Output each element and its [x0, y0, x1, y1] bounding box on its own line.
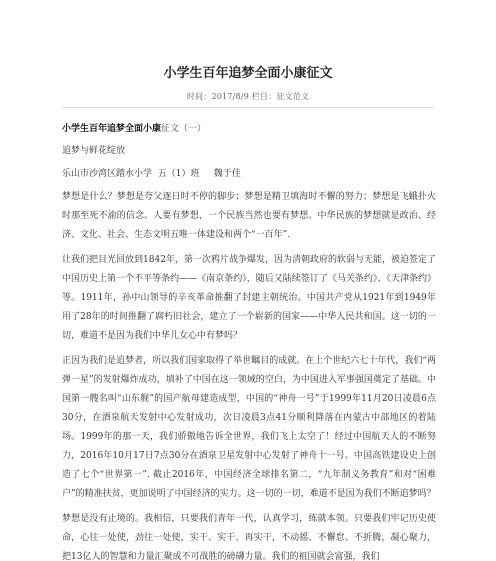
paragraph-4: 梦想是没有止境的。我相信，只要我们青年一代，认真学习，练就本领。只要我们牢记历史使命，心往一处使，劲往一处使，实干、实干、再实干，不动摇、不懈怠、不折腾，凝心聚力，把13亿人的智慧和力量汇聚成不可战胜的磅礴力量。我们的祖国就会富强，我们 [62, 514, 436, 561]
paragraph-3: 正因为我们是追梦者，所以我们国家取得了举世瞩目的成就。在上个世纪六七十年代，我们“两弹一星”的发射爆炸成功，填补了中国在这一领域的空白，为中国进入军事强国奠定了基础。中国第一艘名叫“山东舰”的国产航母建造成型，中国的“神舟一号”于1999年11月20日凌晨6点30分，在酒泉航天发射中心发射成功，次日凌晨3点41分顺利降落在内蒙古中部地区的着陆场。1999年的那一天，我们骄傲地告诉全世界，我们飞上太空了！经过中国航天人的不断努力，2016年10月17日7点30分在酒泉卫星发射中心发射了神舟十一号。中国高铁建设史上创造了七个“世界第一”. 截止2016年，中国经济全球排名第二，“九年制义务教育”和对“困难户”的精准扶贫，更加说明了中国经济的实力。这一切的一切，难道不是因为我们不断追梦吗？ [62, 356, 436, 499]
paragraph-2: 让我们把目光回放到1842年，第一次鸦片战争爆发，因为清朝政府的软弱与无能，被迫签定了中国历史上第一个不平等条约——《南京条约》，随后又陆续签订了《马关条约》、《天津条约》等。1911年，孙中山领导的辛亥革命推翻了封建主朝统治。中国共产党从1921年到1949年用了28年的时间推翻了腐朽旧社会，建立了一个崭新的国家——中华人民共和国。这一切的一切，难道不是因为我们中华儿女心中有梦吗？ [62, 255, 436, 341]
meta-column-label: 栏目： [251, 92, 277, 101]
article-title: 小学生百年追梦全面小康征文 [163, 66, 333, 81]
article-body [62, 120, 436, 561]
meta-column[interactable]: 征文范文 [276, 92, 310, 101]
section-heading [62, 120, 436, 139]
meta-time: 2017/8/9 [211, 92, 249, 101]
essay-subtitle: 追梦与鲜花绽放 [62, 146, 126, 156]
meta-time-label: 时间： [186, 92, 212, 101]
article-meta [0, 91, 496, 102]
paragraph-1: 梦想是什么？梦想是夸父逐日时不停的脚步；梦想是精卫填海时不懈的努力；梦想是飞蛾扑火时那至死不渝的信念。人要有梦想，一个民族当然也要有梦想。中华民族的梦想就是政治、经济、文化、社会、生态文明五唯一体建设和两个“一百年”. [62, 192, 436, 240]
section-heading-bold: 小学生百年追梦全面小康 [62, 124, 162, 134]
title-divider [62, 107, 434, 108]
section-heading-suffix: 征文（一） [161, 124, 207, 134]
author-line: 乐山市沙湾区踏水小学 五（1）班 魏于佳 [62, 169, 241, 179]
